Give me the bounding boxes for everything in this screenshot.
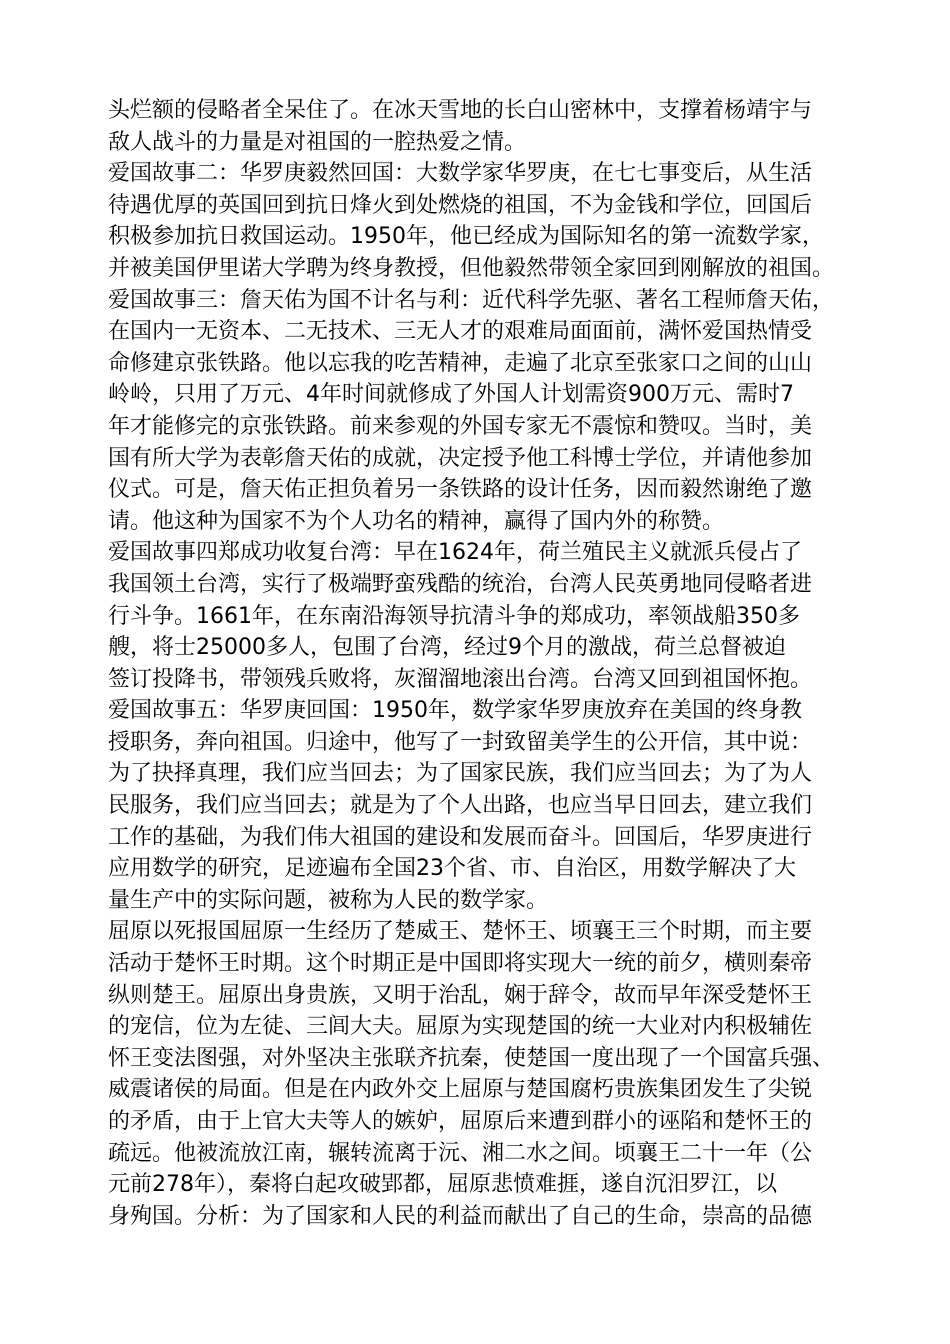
- text-line: 爱国故事四郑成功收复台湾：早在1624年，荷兰殖民主义就派兵侵占了: [108, 540, 802, 566]
- document-page: [108, 95, 868, 1232]
- text-line: 爱国故事三：詹天佑为国不计名与利：近代科学先驱、著名工程师詹天佑，: [108, 287, 835, 313]
- text-line: 疏远。他被流放江南，辗转流离于沅、湘二水之间。顷襄王二十一年（公: [108, 1140, 813, 1166]
- text-line: 待遇优厚的英国回到抗日烽火到处燃烧的祖国，不为金钱和学位，回国后: [108, 192, 813, 218]
- text-line: 应用数学的研究，足迹遍布全国23个省、市、自治区，用数学解决了大: [108, 856, 796, 882]
- text-line: 授职务，奔向祖国。归途中，他写了一封致留美学生的公开信，其中说：: [108, 729, 813, 755]
- text-line: 命修建京张铁路。他以忘我的吃苦精神，走遍了北京至张家口之间的山山: [108, 350, 813, 376]
- text-line: 爱国故事五：华罗庚回国：1950年，数学家华罗庚放弃在美国的终身教: [108, 698, 802, 724]
- text-line: 艘，将士25000多人，包围了台湾，经过9个月的激战，荷兰总督被迫: [108, 635, 786, 661]
- text-line: 工作的基础，为我们伟大祖国的建设和发展而奋斗。回国后，华罗庚进行: [108, 824, 813, 850]
- text-line: 我国领土台湾，实行了极端野蛮残酷的统治，台湾人民英勇地同侵略者进: [108, 571, 813, 597]
- text-line: 行斗争。1661年，在东南沿海领导抗清斗争的郑成功，率领战船350多: [108, 603, 800, 629]
- text-line: 身殉国。分析：为了国家和人民的利益而献出了自己的生命，崇高的品德: [108, 1203, 813, 1229]
- text-line: 元前278年），秦将白起攻破郢都，屈原悲愤难捱，遂自沉汨罗江，以: [108, 1172, 777, 1198]
- text-line: 在国内一无资本、二无技术、三无人才的艰难局面面前，满怀爱国热情受: [108, 319, 813, 345]
- text-line: 仪式。可是，詹天佑正担负着另一条铁路的设计任务，因而毅然谢绝了邀: [108, 477, 813, 503]
- text-line: 纵则楚王。屈原出身贵族，又明于治乱，娴于辞令，故而早年深受楚怀王: [108, 982, 813, 1008]
- text-line: 签订投降书，带领残兵败将，灰溜溜地滚出台湾。台湾又回到祖国怀抱。: [108, 666, 813, 692]
- text-line: 威震诸侯的局面。但是在内政外交上屈原与楚国腐朽贵族集团发生了尖锐: [108, 1077, 813, 1103]
- text-line: 的矛盾，由于上官大夫等人的嫉妒，屈原后来遭到群小的诬陷和楚怀王的: [108, 1109, 813, 1134]
- text-line: 爱国故事二：华罗庚毅然回国：大数学家华罗庚，在七七事变后，从生活: [108, 161, 813, 187]
- text-line: 请。他这种为国家不为个人功名的精神，赢得了国内外的称赞。: [108, 508, 725, 534]
- text-line: 为了抉择真理，我们应当回去；为了国家民族，我们应当回去；为了为人: [108, 761, 813, 787]
- text-line: 敌人战斗的力量是对祖国的一腔热爱之情。: [108, 129, 527, 155]
- text-line: 头烂额的侵略者全呆住了。在冰天雪地的长白山密林中，支撑着杨靖宇与: [108, 98, 813, 123]
- text-line: 积极参加抗日救国运动。1950年，他已经成为国际知名的第一流数学家，: [108, 224, 824, 250]
- text-line: 岭岭，只用了万元、4年时间就修成了外国人计划需资900万元、需时7: [108, 382, 794, 408]
- text-line: 活动于楚怀王时期。这个时期正是中国即将实现大一统的前夕，横则秦帝: [108, 951, 813, 977]
- text-line: 国有所大学为表彰詹天佑的成就，决定授予他工科博士学位，并请他参加: [108, 445, 813, 471]
- text-line: 的宠信，位为左徒、三闾大夫。屈原为实现楚国的统一大业对内积极辅佐: [108, 1014, 813, 1040]
- text-line: 民服务，我们应当回去；就是为了个人出路，也应当早日回去，建立我们: [108, 793, 813, 819]
- text-line: 屈原以死报国屈原一生经历了楚威王、楚怀王、顷襄王三个时期，而主要: [108, 919, 813, 945]
- text-line: 年才能修完的京张铁路。前来参观的外国专家无不震惊和赞叹。当时，美: [108, 413, 813, 439]
- text-line: 并被美国伊里诺大学聘为终身教授，但他毅然带领全家回到刚解放的祖国。: [108, 255, 835, 281]
- text-line: 量生产中的实际问题，被称为人民的数学家。: [108, 887, 549, 913]
- text-line: 怀王变法图强，对外坚决主张联齐抗秦，使楚国一度出现了一个国富兵强、: [108, 1045, 835, 1071]
